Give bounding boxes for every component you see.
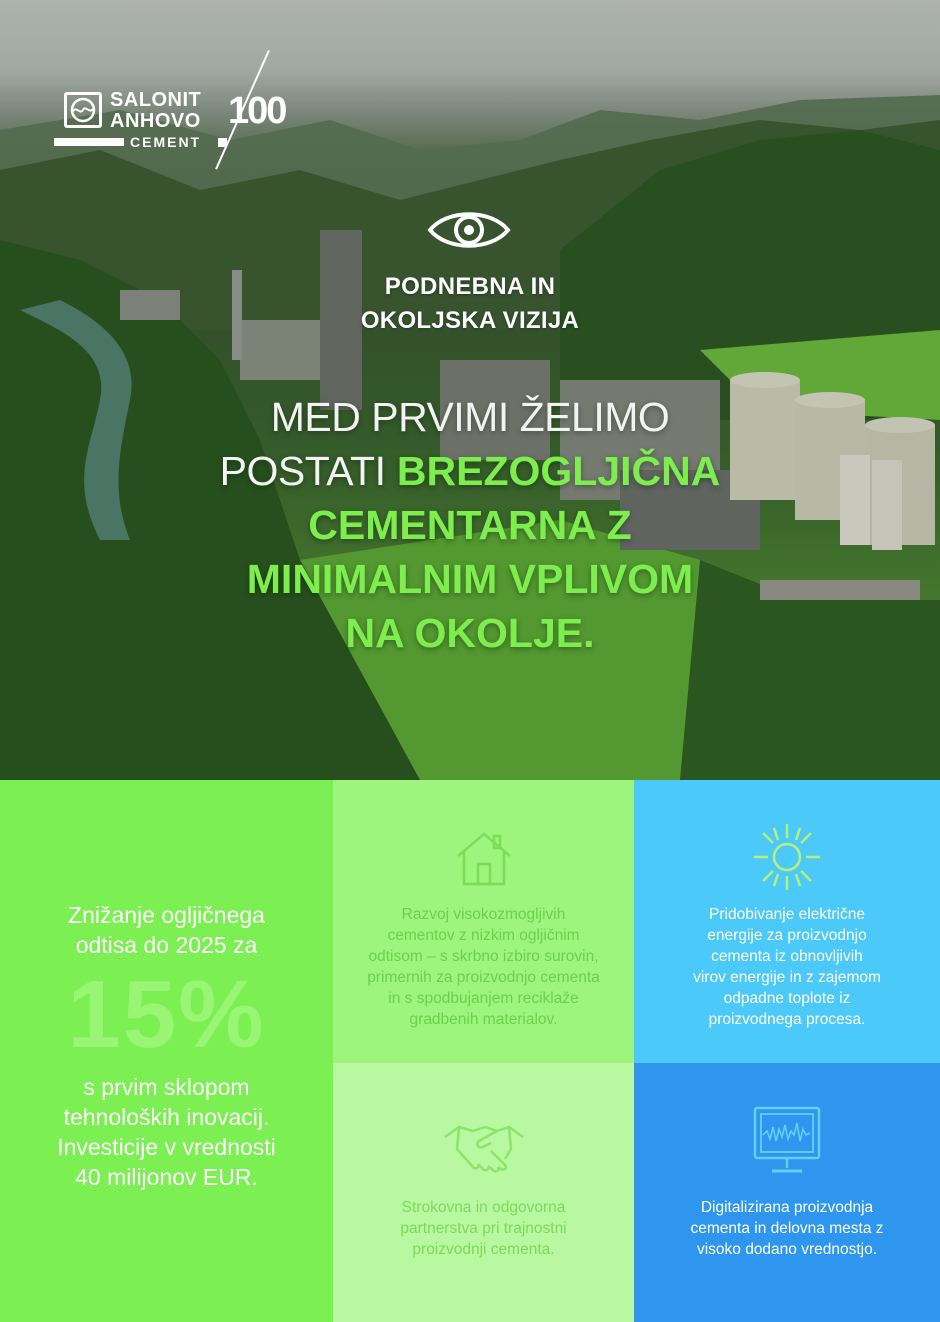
- headline: [140, 390, 800, 660]
- headline-line-2-light: POSTATI: [219, 448, 386, 494]
- monitor-icon: [752, 1105, 822, 1177]
- digitalization-panel: [634, 1063, 940, 1322]
- headline-line-3: CEMENTARNA Z: [308, 502, 632, 548]
- logo-wave-icon: [64, 92, 102, 128]
- digitalization-text: Digitalizirana proizvodnja cementa in delovna mesta z visoko dodano vrednostjo.: [690, 1199, 884, 1258]
- headline-line-2-bold: BREZOGLJIČNA: [396, 448, 721, 494]
- low-carbon-cement-text: Razvoj visokozmogljivih cementov z nizkim ogljičnim odtisom – s skrbno izbiro surovin, primernih za proizvodnjo cementa in s spodbujanjem reciklaže gradbenih materialov.: [367, 906, 600, 1028]
- headline-line-5: NA OKOLJE.: [345, 610, 595, 656]
- carbon-reduction-panel: [0, 780, 333, 1322]
- renewable-energy-panel: [634, 780, 940, 1063]
- eye-icon: [427, 206, 511, 254]
- low-carbon-cement-panel: [333, 780, 634, 1063]
- brand-logo[interactable]: [54, 90, 344, 170]
- vision-title: PODNEBNA IN OKOLJSKA VIZIJA: [360, 273, 580, 334]
- logo-name: SALONIT ANHOVO: [110, 89, 202, 132]
- partnerships-text: Strokovna in odgovorna partnerstva pri trajnostni proizvodnji cementa.: [400, 1199, 567, 1258]
- anniversary-mark: 100: [228, 90, 286, 132]
- carbon-intro: Znižanje ogljičnega odtisa do 2025 za: [68, 902, 265, 958]
- headline-line-4: MINIMALNIM VPLIVOM: [246, 556, 694, 602]
- headline-line-1: MED PRVIMI ŽELIMO: [270, 394, 670, 440]
- carbon-details: s prvim sklopom tehnoloških inovacij. Investicije v vrednosti 40 milijonov EUR.: [57, 1074, 276, 1190]
- logo-cement: CEMENT: [130, 134, 202, 150]
- house-icon: [454, 828, 514, 888]
- partnerships-panel: [333, 1063, 634, 1322]
- renewable-energy-text: Pridobivanje električne energije za proizvodnjo cementa iz obnovljivih virov energije in z zajemom odpadne toplote iz proizvodnega procesa.: [693, 906, 881, 1028]
- reduction-percent: 15%: [67, 961, 266, 1068]
- logo-bar: [54, 138, 124, 146]
- sun-icon: [752, 822, 822, 892]
- handshake-icon: [443, 1119, 525, 1177]
